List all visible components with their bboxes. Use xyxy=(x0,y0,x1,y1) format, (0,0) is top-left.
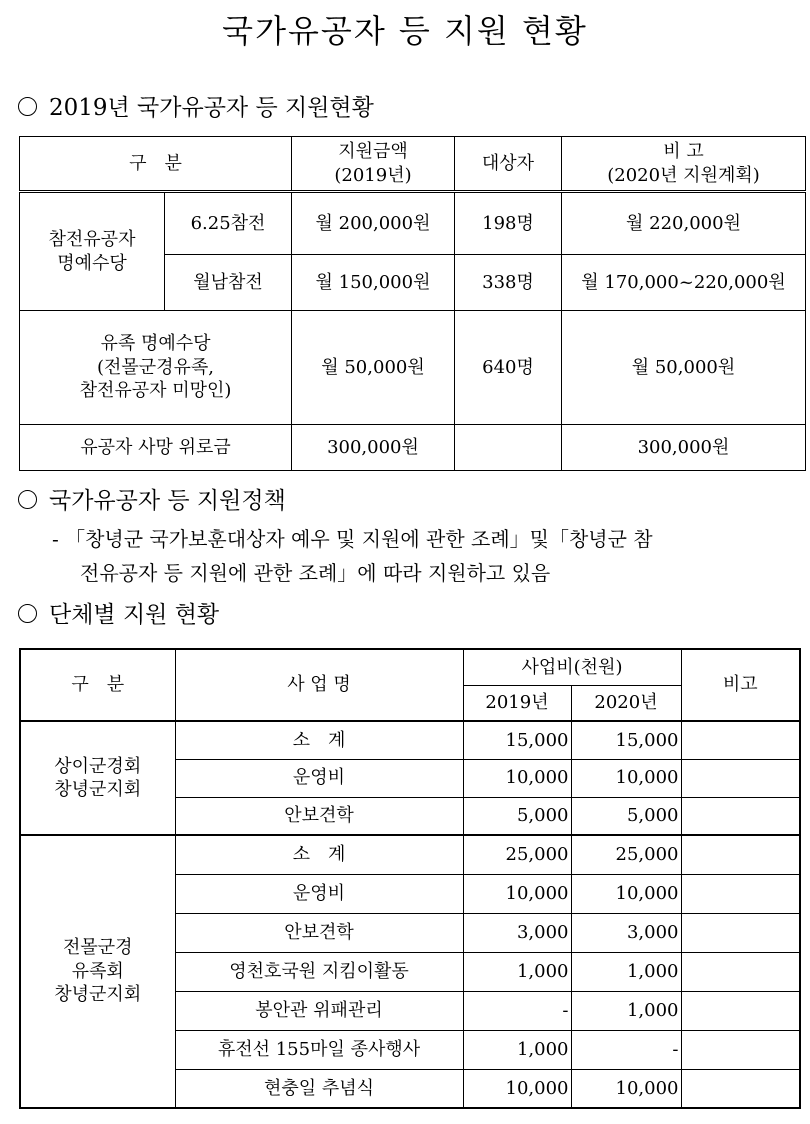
remark-cell xyxy=(681,991,800,1030)
amount-cell: 월 50,000원 xyxy=(292,311,455,425)
budget-2019-cell: 15,000 xyxy=(463,721,571,759)
amount-cell: 300,000원 xyxy=(292,425,455,471)
row-label: 유족 명예수당 (전몰군경유족, 참전유공자 미망인) xyxy=(20,311,292,425)
header-remark: 비고 xyxy=(681,649,800,721)
project-name-cell: 운영비 xyxy=(175,759,463,797)
budget-2020-cell: 3,000 xyxy=(571,913,681,952)
page-title: 국가유공자 등 지원 현황 xyxy=(222,12,588,50)
count-cell: 640명 xyxy=(455,311,562,425)
row-label: 월남참전 xyxy=(165,255,292,311)
budget-2020-cell: 25,000 xyxy=(571,835,681,874)
section-heading-text: 2019년 국가유공자 등 지원현황 xyxy=(49,95,374,121)
table-row xyxy=(20,192,806,255)
project-name-cell: 봉안관 위패관리 xyxy=(175,991,463,1030)
row-label: 6.25참전 xyxy=(165,192,292,255)
group-name-cell: 상이군경회 창녕군지회 xyxy=(20,721,175,835)
row-label: 유공자 사망 위로금 xyxy=(20,425,292,471)
amount-cell: 월 200,000원 xyxy=(292,192,455,255)
header-budget: 사업비(천원) xyxy=(463,649,681,685)
circle-bullet-icon xyxy=(18,604,37,623)
veteran-allowance-group: 참전유공자 명예수당 xyxy=(20,192,165,311)
policy-line-1: - 「창녕군 국가보훈대상자 예우 및 지원에 관한 조례」및「창녕군 참 xyxy=(52,527,653,551)
header-2020: 2020년 xyxy=(571,685,681,721)
budget-2020-cell: - xyxy=(571,1030,681,1069)
budget-2020-cell: 10,000 xyxy=(571,759,681,797)
project-name-cell: 소 계 xyxy=(175,721,463,759)
section-heading-text: 국가유공자 등 지원정책 xyxy=(49,488,286,514)
support-status-table-2019 xyxy=(19,136,806,471)
budget-2019-cell: 25,000 xyxy=(463,835,571,874)
group2-rows xyxy=(20,835,800,1108)
remark-cell xyxy=(681,835,800,874)
table-row xyxy=(20,835,800,874)
budget-2019-cell: 1,000 xyxy=(463,952,571,991)
table-header-row xyxy=(20,137,806,192)
count-cell xyxy=(455,425,562,471)
remark-cell: 300,000원 xyxy=(562,425,806,471)
project-name-cell: 소 계 xyxy=(175,835,463,874)
header-project: 사 업 명 xyxy=(175,649,463,721)
header-amount: 지원금액 (2019년) xyxy=(292,137,455,192)
remark-cell xyxy=(681,721,800,759)
budget-2020-cell: 15,000 xyxy=(571,721,681,759)
circle-bullet-icon xyxy=(18,490,37,509)
amount-cell: 월 150,000원 xyxy=(292,255,455,311)
remark-cell: 월 50,000원 xyxy=(562,311,806,425)
group-name-cell: 전몰군경 유족회 창녕군지회 xyxy=(20,835,175,1108)
budget-2019-cell: 3,000 xyxy=(463,913,571,952)
budget-2020-cell: 10,000 xyxy=(571,874,681,913)
header-category: 구 분 xyxy=(20,649,175,721)
budget-2019-cell: - xyxy=(463,991,571,1030)
project-name-cell: 현충일 추념식 xyxy=(175,1069,463,1108)
section-heading-2019 xyxy=(18,89,374,122)
budget-2020-cell: 1,000 xyxy=(571,991,681,1030)
table-row xyxy=(20,721,800,759)
budget-2020-cell: 10,000 xyxy=(571,1069,681,1108)
budget-2019-cell: 5,000 xyxy=(463,797,571,835)
table-row xyxy=(20,311,806,425)
section-heading-text: 단체별 지원 현황 xyxy=(49,602,220,628)
project-name-cell: 영천호국원 지킴이활동 xyxy=(175,952,463,991)
remark-cell xyxy=(681,952,800,991)
remark-cell: 월 170,000~220,000원 xyxy=(562,255,806,311)
remark-cell xyxy=(681,913,800,952)
budget-2020-cell: 5,000 xyxy=(571,797,681,835)
section-heading-groups xyxy=(18,596,219,629)
project-name-cell: 안보견학 xyxy=(175,913,463,952)
remark-cell xyxy=(681,1069,800,1108)
group-support-table xyxy=(19,648,801,1109)
count-cell: 198명 xyxy=(455,192,562,255)
table-header-row xyxy=(20,649,800,685)
remark-cell: 월 220,000원 xyxy=(562,192,806,255)
table-row xyxy=(20,425,806,471)
project-name-cell: 운영비 xyxy=(175,874,463,913)
section-heading-policy xyxy=(18,482,286,515)
project-name-cell: 휴전선 155마일 종사행사 xyxy=(175,1030,463,1069)
header-category: 구 분 xyxy=(20,137,292,192)
remark-cell xyxy=(681,1030,800,1069)
count-cell: 338명 xyxy=(455,255,562,311)
header-2019: 2019년 xyxy=(463,685,571,721)
project-name-cell: 안보견학 xyxy=(175,797,463,835)
budget-2019-cell: 10,000 xyxy=(463,1069,571,1108)
budget-2019-cell: 10,000 xyxy=(463,759,571,797)
remark-cell xyxy=(681,759,800,797)
header-recipients: 대상자 xyxy=(455,137,562,192)
header-remark: 비 고 (2020년 지원계획) xyxy=(562,137,806,192)
remark-cell xyxy=(681,797,800,835)
policy-line-2: 전유공자 등 지원에 관한 조례」에 따라 지원하고 있음 xyxy=(80,561,551,585)
budget-2019-cell: 10,000 xyxy=(463,874,571,913)
circle-bullet-icon xyxy=(18,97,37,116)
group1-rows xyxy=(20,721,800,835)
budget-2019-cell: 1,000 xyxy=(463,1030,571,1069)
remark-cell xyxy=(681,874,800,913)
budget-2020-cell: 1,000 xyxy=(571,952,681,991)
